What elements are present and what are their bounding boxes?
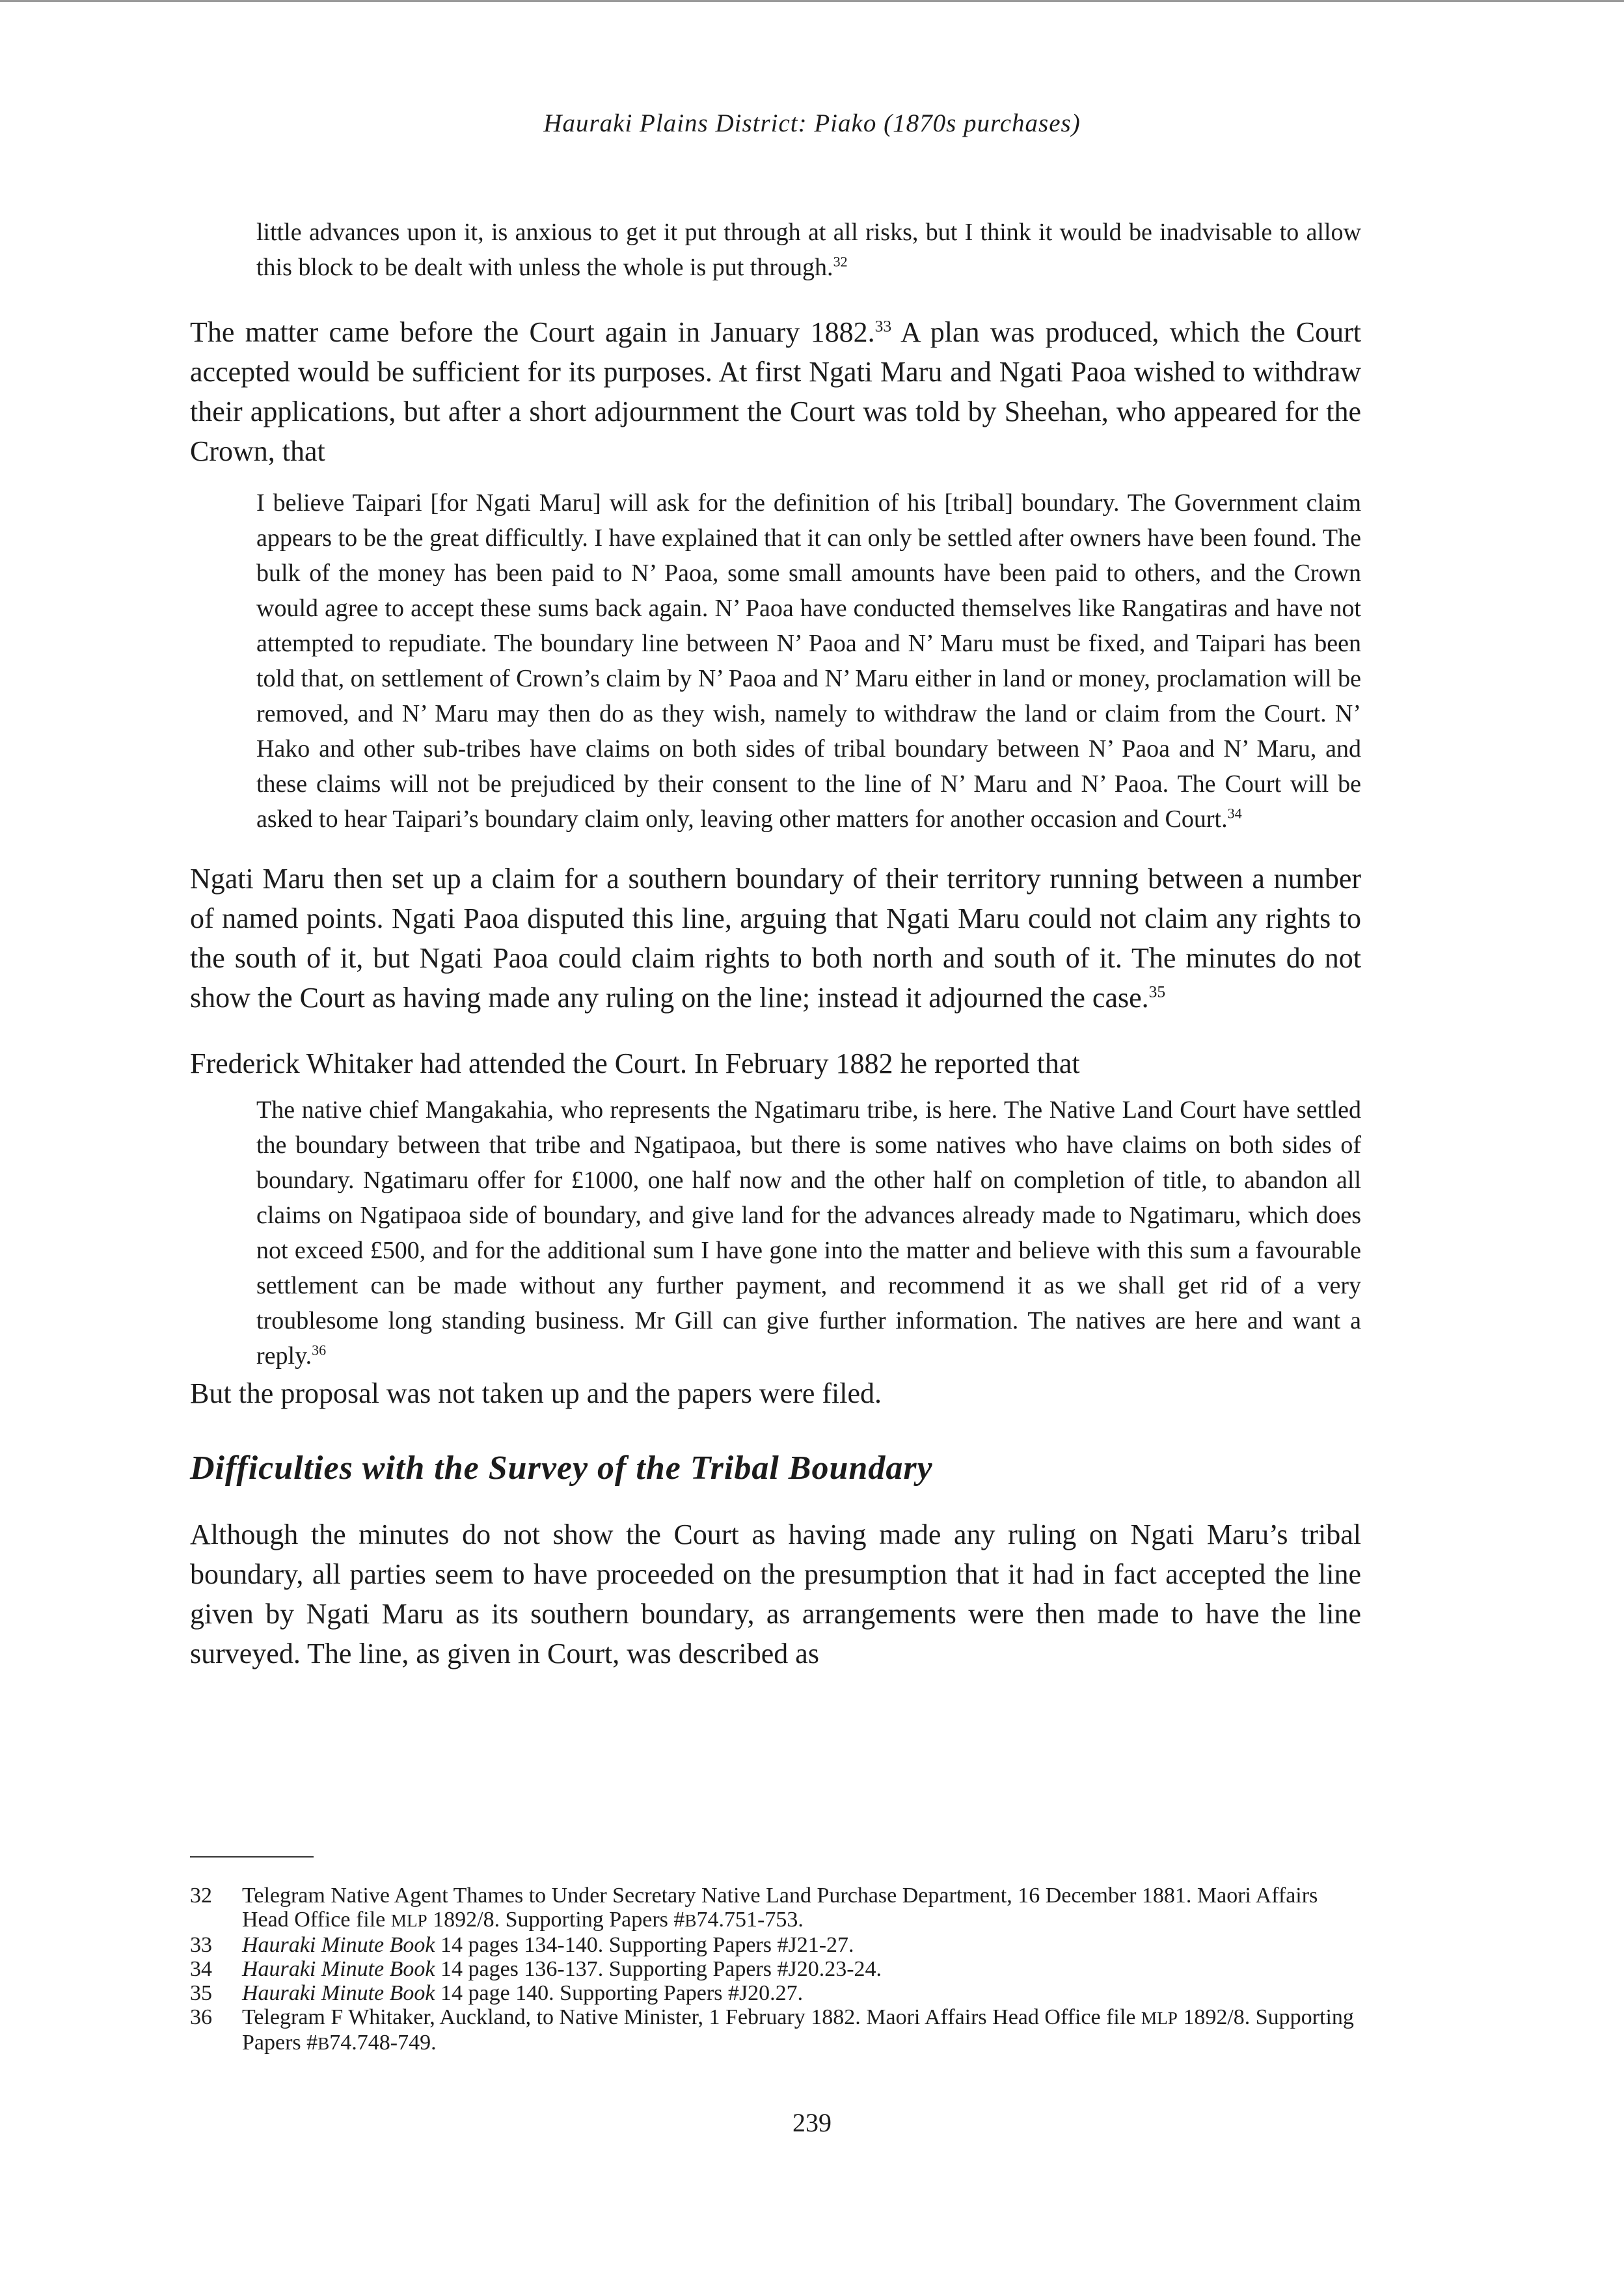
footnote	[190, 1957, 1361, 1981]
footnote-number: 36	[190, 2005, 212, 2029]
footnote-ref: 32	[833, 253, 848, 270]
footnote-source-title: Hauraki Minute Book	[242, 1957, 435, 1981]
footnote-text	[242, 1981, 1361, 2005]
paragraph-text: A plan was produced, which the Court accepted would be sufficient for its purposes. At first Ngati Maru and Ngati Paoa wished to withdraw their applications, but after a short adjournment the Court was told by Sheehan, who appeared for the Crown, that	[190, 316, 1361, 467]
paragraph-text: Ngati Maru then set up a claim for a southern boundary of their territory running between a number of named points. Ngati Paoa disputed this line, arguing that Ngati Maru could not claim any rights to the south of it, but Ngati Paoa could claim rights to both north and south of it. The minutes do not show the Court as having made any ruling on the line; instead it adjourned the case.	[190, 863, 1361, 1014]
footnote-text-part: B	[684, 1911, 697, 1930]
quote-text: The native chief Mangakahia, who represents the Ngatimaru tribe, is here. The Native Land Court have settled the boundary between that tribe and Ngatipaoa, but there is some natives who have claims on both sides of boundary. Ngatimaru offer for £1000, one half now and the other half on completion of title, to abandon all claims on Ngatipaoa side of boundary, and give land for the advances already made to Ngatimaru, which does not exceed £500, and for the additional sum I have gone into the matter and believe with this sum a favourable settlement can be made without any further payment, and recommend it as we shall get rid of a very troublesome long standing business. Mr Gill can give further information. The natives are here and want a reply.	[256, 1096, 1361, 1370]
footnote	[190, 1981, 1361, 2005]
quote-text: little advances upon it, is anxious to get it put through at all risks, but I think it would be inadvisable to allow this block to be dealt with unless the whole is put through.	[256, 219, 1361, 281]
paragraph	[190, 1044, 1361, 1083]
footnote-source-title: Hauraki Minute Book	[242, 1933, 435, 1957]
block-quote	[256, 1092, 1361, 1373]
footnote-text-part: MLP	[390, 1911, 427, 1930]
footnote-ref: 36	[312, 1342, 327, 1358]
running-header: Hauraki Plains District: Piako (1870s purchases)	[543, 109, 1081, 137]
footnote-number: 32	[190, 1884, 212, 1908]
footnote-text-part: 1892/8. Supporting Papers #	[427, 1908, 685, 1932]
footnote-ref: 33	[874, 316, 892, 336]
paragraph	[190, 1515, 1361, 1673]
footnote-text-part: 74.751-753.	[696, 1908, 804, 1932]
footnote-source-title: Hauraki Minute Book	[242, 1981, 435, 2005]
footnote	[190, 1884, 1361, 1933]
footnote-text-part: 74.748-749.	[329, 2031, 437, 2055]
section-heading: Difficulties with the Survey of the Tribal Boundary	[190, 1450, 933, 1487]
footnote-ref: 35	[1148, 982, 1166, 1001]
footnote-text	[242, 1884, 1361, 1933]
footnote-text-part: 14 page 140. Supporting Papers #J20.27.	[435, 1981, 804, 2005]
footnote-text	[242, 1957, 1361, 1981]
block-quote	[256, 215, 1361, 285]
page-number: 239	[792, 2108, 832, 2137]
footnote	[190, 2005, 1361, 2056]
footnote	[190, 1933, 1361, 1957]
quote-text: I believe Taipari [for Ngati Maru] will ask for the definition of his [tribal] boundary. The Government claim appears to be the great difficultly. I have explained that it can only be settled after owners have been found. The bulk of the money has been paid to N’ Paoa, some small amounts have been paid to others, and the Crown would agree to accept these sums back again. N’ Paoa have conducted themselves like Rangatiras and have not attempted to repudiate. The boundary line between N’ Paoa and N’ Maru must be fixed, and Taipari has been told that, on settlement of Crown’s claim by N’ Paoa and N’ Maru either in land or money, proclamation will be removed, and N’ Maru may then do as they wish, namely to withdraw the land or claim from the Court. N’ Hako and other sub-tribes have claims on both sides of tribal boundary between N’ Paoa and N’ Maru, and these claims will not be prejudiced by their consent to the line of N’ Maru and N’ Paoa. The Court will be asked to hear Taipari’s boundary claim only, leaving other matters for another occasion and Court.	[256, 489, 1361, 833]
top-rule	[0, 0, 1624, 2]
paragraph	[190, 312, 1361, 471]
footnote-text	[242, 1933, 1361, 1957]
paragraph-text: Although the minutes do not show the Court as having made any ruling on Ngati Maru’s tribal boundary, all parties seem to have proceeded on the presumption that it had in fact accepted the line given by Ngati Maru as its southern boundary, as arrangements were then made to have the line surveyed. The line, as given in Court, was described as	[190, 1519, 1361, 1669]
footnote-text-part: 1892/8. Supporting Papers #	[242, 2005, 1354, 2055]
paragraph-text: The matter came before the Court again in January 1882.	[190, 316, 875, 348]
main-text	[190, 215, 1361, 1673]
footnote-text-part: Telegram F Whitaker, Auckland, to Native Minister, 1 February 1882. Maori Affairs Head Office file	[242, 2005, 1141, 2029]
footnote-number: 33	[190, 1933, 212, 1957]
footnote-text-part: Telegram Native Agent Thames to Under Secretary Native Land Purchase Department, 16 December 1881. Maori Affairs Head Office file	[242, 1884, 1318, 1932]
paragraph	[190, 859, 1361, 1018]
footnote-ref: 34	[1227, 805, 1242, 822]
footnote-number: 35	[190, 1981, 212, 2005]
paragraph-text: Frederick Whitaker had attended the Court. In February 1882 he reported that	[190, 1047, 1080, 1079]
footnote-number: 34	[190, 1957, 212, 1981]
paragraph	[190, 1373, 1361, 1413]
paragraph-text: But the proposal was not taken up and the papers were filed.	[190, 1377, 882, 1409]
footnote-text-part: MLP	[1141, 2008, 1178, 2028]
footnote-text	[242, 2005, 1361, 2056]
footnote-rule	[190, 1856, 314, 1858]
footnote-text-part: 14 pages 136-137. Supporting Papers #J20.23-24.	[435, 1957, 882, 1981]
footnote-text-part: 14 pages 134-140. Supporting Papers #J21-27.	[435, 1933, 854, 1957]
footnotes	[190, 1884, 1361, 2056]
block-quote	[256, 485, 1361, 837]
footnote-text-part: B	[318, 2034, 330, 2053]
